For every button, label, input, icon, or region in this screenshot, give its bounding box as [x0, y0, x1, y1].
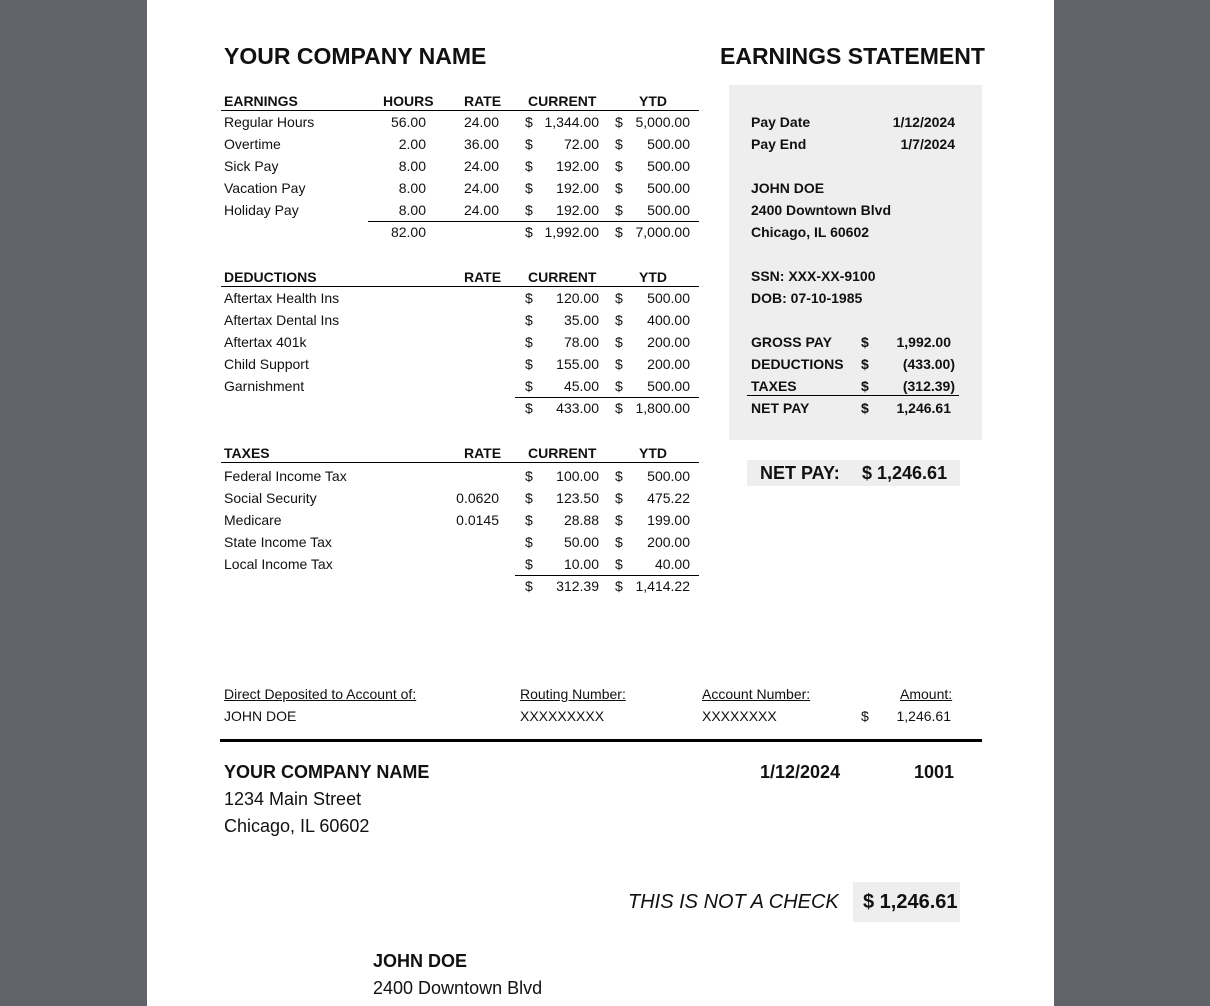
total-current: 433.00 — [556, 400, 599, 416]
current-value: 10.00 — [563, 556, 599, 572]
line-item-label: Federal Income Tax — [224, 468, 347, 484]
currency-symbol: $ — [525, 312, 533, 328]
currency-symbol: $ — [525, 512, 533, 528]
company-name: YOUR COMPANY NAME — [224, 43, 487, 69]
line-item-label: Social Security — [224, 490, 317, 506]
line-item-label: Aftertax 401k — [224, 334, 307, 350]
currency-symbol: $ — [525, 468, 533, 484]
hours-value: 56.00 — [390, 114, 426, 130]
currency-symbol: $ — [861, 334, 869, 350]
current-value: 155.00 — [556, 356, 599, 372]
line-item-label: Aftertax Dental Ins — [224, 312, 340, 328]
currency-symbol: $ — [525, 334, 533, 350]
employee-dob: DOB: 07-10-1985 — [751, 290, 863, 306]
line-item-label: Garnishment — [224, 378, 305, 394]
ytd-value: 200.00 — [647, 534, 690, 550]
currency-symbol: $ — [525, 556, 533, 572]
line-item-label: Regular Hours — [224, 114, 315, 130]
check-date: 1/12/2024 — [760, 762, 841, 782]
rate-col-label: RATE — [464, 269, 502, 285]
net-pay-rule — [747, 395, 959, 396]
net-pay-highlight-label: NET PAY: — [760, 463, 840, 483]
rate-value: 0.0620 — [456, 490, 499, 506]
rate-col-label: RATE — [464, 93, 502, 109]
line-item-label: Vacation Pay — [224, 180, 306, 196]
currency-symbol: $ — [525, 114, 533, 130]
earnings-col-label: EARNINGS — [224, 93, 298, 109]
current-value: 120.00 — [556, 290, 599, 306]
taxes-total-row — [221, 575, 699, 597]
current-value: 192.00 — [556, 158, 599, 174]
deductions-total-rule — [515, 397, 699, 398]
employee-address-line2: Chicago, IL 60602 — [751, 224, 870, 240]
currency-symbol: $ — [615, 334, 623, 350]
taxes-label: TAXES — [751, 378, 797, 394]
net-pay-highlight — [747, 460, 960, 486]
ytd-value: 500.00 — [647, 468, 690, 484]
deductions-label: DEDUCTIONS — [751, 356, 844, 372]
ytd-value: 500.00 — [647, 378, 690, 394]
ytd-value: 500.00 — [647, 180, 690, 196]
currency-symbol: $ — [615, 512, 623, 528]
currency-symbol: $ — [525, 378, 533, 394]
routing-number-value: XXXXXXXXX — [520, 708, 605, 724]
total-ytd: 1,414.22 — [635, 578, 690, 594]
total-current: 1,992.00 — [544, 224, 599, 240]
currency-symbol: $ — [615, 290, 623, 306]
taxes-col-label: TAXES — [224, 445, 270, 461]
current-col-label: CURRENT — [528, 269, 597, 285]
currency-symbol: $ — [615, 136, 623, 152]
check-number: 1001 — [914, 762, 955, 782]
line-item-label: Medicare — [224, 512, 282, 528]
currency-symbol: $ — [615, 378, 623, 394]
rate-col-label: RATE — [464, 445, 502, 461]
currency-symbol: $ — [525, 490, 533, 506]
rate-value: 36.00 — [463, 136, 499, 152]
hours-value: 2.00 — [398, 136, 426, 152]
deductions-value: (433.00) — [902, 356, 955, 372]
line-item-label: Overtime — [224, 136, 281, 152]
ytd-value: 199.00 — [647, 512, 690, 528]
earnings-row — [221, 133, 699, 155]
taxes-total-rule — [515, 575, 699, 576]
net-pay-value: 1,246.61 — [896, 400, 951, 416]
ytd-value: 40.00 — [654, 556, 690, 572]
deductions-table — [221, 264, 699, 419]
earnings-row — [221, 177, 699, 199]
earnings-header-row — [221, 88, 699, 111]
deductions-row — [221, 375, 699, 397]
currency-symbol: $ — [525, 400, 533, 416]
pay-stub-page — [147, 0, 1054, 1006]
hours-value: 8.00 — [398, 180, 426, 196]
employee-name: JOHN DOE — [751, 180, 825, 196]
total-current: 312.39 — [556, 578, 599, 594]
currency-symbol: $ — [615, 224, 623, 240]
gross-pay-value: 1,992.00 — [896, 334, 951, 350]
currency-symbol: $ — [615, 468, 623, 484]
current-value: 35.00 — [563, 312, 599, 328]
gross-pay-label: GROSS PAY — [751, 334, 832, 350]
earnings-row — [221, 155, 699, 177]
routing-number-label: Routing Number: — [520, 686, 626, 702]
taxes-row — [221, 509, 699, 531]
check-divider — [220, 739, 982, 742]
rate-value: 24.00 — [463, 158, 499, 174]
ytd-col-label: YTD — [639, 269, 667, 285]
deductions-col-label: DEDUCTIONS — [224, 269, 317, 285]
total-ytd: 7,000.00 — [635, 224, 690, 240]
currency-symbol: $ — [525, 290, 533, 306]
currency-symbol: $ — [525, 136, 533, 152]
earnings-table — [221, 88, 699, 243]
currency-symbol: $ — [615, 114, 623, 130]
line-item-label: Holiday Pay — [224, 202, 299, 218]
hours-value: 8.00 — [398, 202, 426, 218]
pay-date-label: Pay Date — [751, 114, 811, 130]
pay-end-label: Pay End — [751, 136, 807, 152]
currency-symbol: $ — [615, 578, 623, 594]
employee-address-line1: 2400 Downtown Blvd — [751, 202, 892, 218]
account-number-value: XXXXXXXX — [702, 708, 777, 724]
total-hours: 82.00 — [390, 224, 426, 240]
current-value: 123.50 — [556, 490, 599, 506]
earnings-row — [221, 111, 699, 133]
payee-address: 2400 Downtown Blvd — [373, 978, 543, 998]
currency-symbol: $ — [525, 224, 533, 240]
ytd-value: 500.00 — [647, 290, 690, 306]
line-item-label: State Income Tax — [224, 534, 332, 550]
current-value: 100.00 — [556, 468, 599, 484]
account-number-label: Account Number: — [702, 686, 811, 702]
currency-symbol: $ — [615, 534, 623, 550]
check-amount-box — [853, 882, 960, 922]
currency-symbol: $ — [615, 400, 623, 416]
ytd-value: 500.00 — [647, 158, 690, 174]
ytd-value: 475.22 — [647, 490, 690, 506]
line-item-label: Sick Pay — [224, 158, 279, 174]
currency-symbol: $ — [615, 180, 623, 196]
current-value: 28.88 — [563, 512, 599, 528]
currency-symbol: $ — [861, 378, 869, 394]
hours-value: 8.00 — [398, 158, 426, 174]
earnings-total-rule — [368, 221, 699, 222]
rate-value: 24.00 — [463, 180, 499, 196]
taxes-row — [221, 487, 699, 509]
ytd-value: 5,000.00 — [635, 114, 690, 130]
amount-label: Amount: — [900, 686, 953, 702]
current-col-label: CURRENT — [528, 445, 597, 461]
deductions-total-row — [221, 397, 699, 419]
taxes-table — [221, 440, 699, 597]
taxes-row — [221, 531, 699, 553]
net-pay-label: NET PAY — [751, 400, 810, 416]
deductions-header-row — [221, 264, 699, 287]
taxes-value: (312.39) — [902, 378, 955, 394]
current-value: 192.00 — [556, 202, 599, 218]
rate-value: 24.00 — [463, 114, 499, 130]
deposit-account-name: JOHN DOE — [224, 708, 297, 724]
statement-title: EARNINGS STATEMENT — [720, 43, 985, 69]
taxes-row — [221, 553, 699, 575]
ytd-col-label: YTD — [639, 93, 667, 109]
currency-symbol: $ — [615, 202, 623, 218]
deductions-row — [221, 331, 699, 353]
ytd-value: 200.00 — [647, 356, 690, 372]
currency-symbol: $ — [525, 158, 533, 174]
currency-symbol: $ — [525, 180, 533, 196]
employee-ssn: SSN: XXX-XX-9100 — [751, 268, 876, 284]
ytd-value: 500.00 — [647, 202, 690, 218]
ytd-value: 500.00 — [647, 136, 690, 152]
ytd-value: 400.00 — [647, 312, 690, 328]
currency-symbol: $ — [525, 202, 533, 218]
currency-symbol: $ — [525, 356, 533, 372]
deposit-account-of-label: Direct Deposited to Account of: — [224, 686, 417, 702]
currency-symbol: $ — [861, 708, 869, 724]
pay-summary-box — [729, 85, 982, 440]
deductions-row — [221, 287, 699, 309]
currency-symbol: $ — [615, 490, 623, 506]
current-value: 50.00 — [563, 534, 599, 550]
currency-symbol: $ — [615, 356, 623, 372]
currency-symbol: $ — [615, 556, 623, 572]
check-company-name: YOUR COMPANY NAME — [224, 762, 430, 782]
pay-date-value: 1/12/2024 — [892, 114, 955, 130]
net-pay-highlight-value: $ 1,246.61 — [862, 463, 948, 483]
rate-value: 0.0145 — [456, 512, 499, 528]
ytd-value: 200.00 — [647, 334, 690, 350]
payee-name: JOHN DOE — [373, 951, 468, 971]
deposit-amount-value: 1,246.61 — [896, 708, 951, 724]
check-company-city: Chicago, IL 60602 — [224, 816, 370, 836]
total-ytd: 1,800.00 — [635, 400, 690, 416]
currency-symbol: $ — [525, 578, 533, 594]
check-amount-value: $ 1,246.61 — [863, 891, 958, 913]
taxes-header-row — [221, 440, 699, 463]
currency-symbol: $ — [861, 356, 869, 372]
line-item-label: Child Support — [224, 356, 309, 372]
current-col-label: CURRENT — [528, 93, 597, 109]
deductions-row — [221, 309, 699, 331]
currency-symbol: $ — [525, 534, 533, 550]
rate-value: 24.00 — [463, 202, 499, 218]
line-item-label: Aftertax Health Ins — [224, 290, 340, 306]
check-company-street: 1234 Main Street — [224, 789, 362, 809]
earnings-total-row — [221, 221, 699, 243]
current-value: 78.00 — [563, 334, 599, 350]
current-value: 192.00 — [556, 180, 599, 196]
pay-end-value: 1/7/2024 — [900, 136, 955, 152]
not-a-check-notice: THIS IS NOT A CHECK — [628, 891, 839, 913]
earnings-row — [221, 199, 699, 221]
deductions-row — [221, 353, 699, 375]
taxes-row — [221, 465, 699, 487]
line-item-label: Local Income Tax — [224, 556, 333, 572]
currency-symbol: $ — [615, 312, 623, 328]
currency-symbol: $ — [615, 158, 623, 174]
hours-col-label: HOURS — [383, 93, 434, 109]
ytd-col-label: YTD — [639, 445, 667, 461]
currency-symbol: $ — [861, 400, 869, 416]
current-value: 1,344.00 — [544, 114, 599, 130]
current-value: 72.00 — [563, 136, 599, 152]
current-value: 45.00 — [563, 378, 599, 394]
